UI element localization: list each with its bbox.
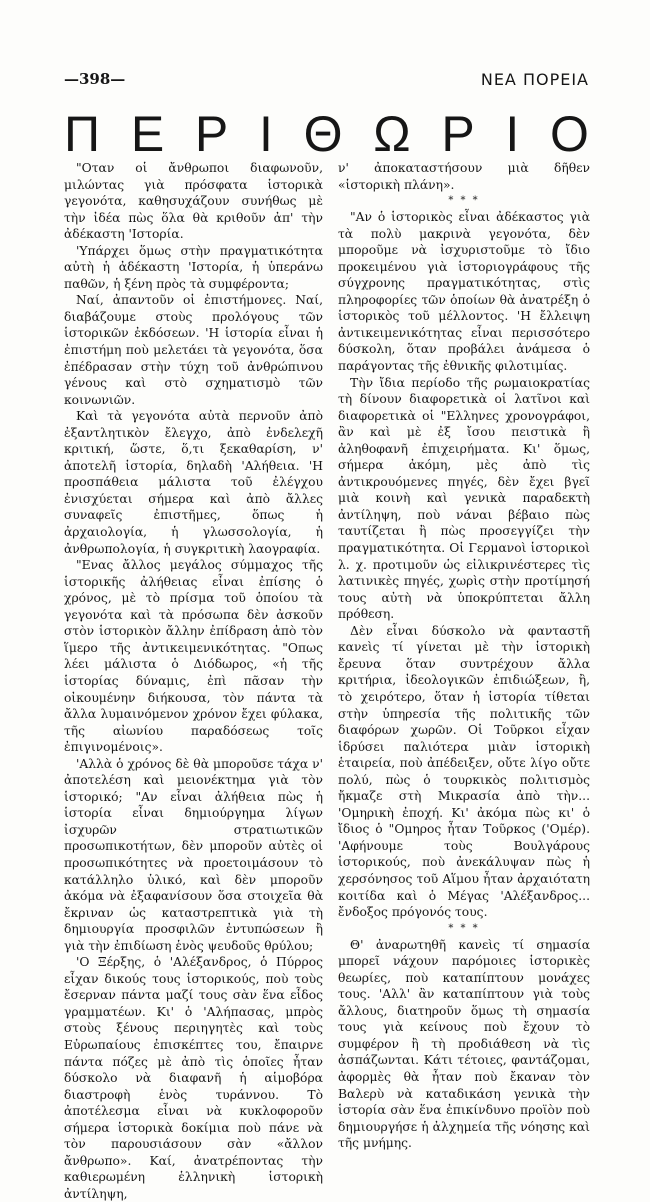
title-letter: Ο <box>550 106 589 162</box>
title-letter: Ρ <box>441 106 475 162</box>
title-letter: Ι <box>505 106 520 162</box>
paragraph: "Οταν οἱ ἄνθρωποι διαφωνοῦν, μιλώντας γιὰ πρόσφατα ἱστορικὰ γεγονότα, καθησυχάζουν συνήθως μὲ τὴν ἰδέα πὼς ὅλα θὰ κριθοῦν ἀπ' τὴν ἀδέκαστη 'Ιστορία. <box>64 161 323 242</box>
page-number: —398— <box>64 70 126 88</box>
title-letter: Θ <box>303 106 343 162</box>
title-letter: Ι <box>258 106 273 162</box>
paragraph: Θ' ἀναρωτηθῆ κανεὶς τί σημασία μπορεῖ νάχουν παρόμοιες ἱστορικὲς θεωρίες, ποὺ καταπίπτουν μονάχες τους. 'Αλλ' ἂν καταπίπτουν γιὰ τοὺς ἄλλους, διατηροῦν ὅμως τὴ σημασία τους γιὰ κείνους ποὺ ἔχουν τὸ συμφέρον ἢ τὴ προδιάθεση νὰ τὶς ἀσπάζωνται. Κάτι τέτοιες, φαντάζομαι, ἀφορμὲς θὰ ἦταν ποὺ ἔκαναν τὸν Βαλερὺ νὰ καταδικάση γενικὰ τὴν ἱστορία σὰν ἕνα ἐπικίνδυνο προϊὸν ποὺ δημιουργήσε ἡ ἀλχημεία τῆς νόησης καὶ τῆς μνήμης. <box>338 937 590 1151</box>
title-letter: Π <box>64 106 101 162</box>
paragraph: Τὴν ἴδια περίοδο τῆς ρωμαιοκρατίας τὴ δίνουν διαφορετικὰ οἱ λατῖνοι καὶ διαφορετικὰ οἱ "Ελληνες χρονογράφοι, ἂν καὶ μὲ ἐξ ἴσου πειστικὰ ἢ ἀληθοφανῆ ἐπιχειρήματα. Κι' ὅμως, σήμερα ἀκόμη, μὲς ἀπὸ τὶς ἀντικρουόμενες πηγές, δὲν ἔχει βγεῖ μιὰ κοινὴ καὶ γενικὰ παραδεκτὴ ἀντίληψη, ποὺ νάναι βέβαιο πὼς ταυτίζεται ἢ πὼς προσεγγίζει τὴν πραγματικότητα. Οἱ Γερμανοὶ ἱστορικοὶ λ. χ. προτιμοῦν ὡς εἰλικρινέστερες τὶς λατινικὲς πηγές, χωρὶς στὴν προτίμησή τους αὐτὴ νὰ ὑποκρύπτεται ἄλλη πρόθεση. <box>338 375 590 622</box>
title-letter: Ρ <box>194 106 229 162</box>
paragraph-continued: ν' ἀποκαταστήσουν μιὰ δῆθεν «ἱστορικὴ πλάνη». <box>338 161 590 192</box>
page-header <box>64 70 589 96</box>
article-title <box>64 106 589 162</box>
paragraph: "Αν ὁ ἱστορικὸς εἶναι ἀδέκαστος γιὰ τὰ πολὺ μακρινὰ γεγονότα, δὲν μποροῦμε νὰ ἰσχυριστοῦμε τὸ ἴδιο προκειμένου γιὰ ἱστοριογράφους τῆς σύγχρονης πραγματικότητας, στὶς πληροφορίες τῶν ὁποίων θὰ ἀνατρέξη ὁ ἱστορικὸς τοῦ μέλλοντος. 'Η ἔλλειψη ἀντικειμενικότητας εἶναι περισσότερο δύσκολη, ὅταν προβάλει ἀνάμεσα ὁ παράγοντας τῆς ἐθνικῆς φιλοτιμίας. <box>338 210 590 374</box>
journal-title: ΝΕΑ ΠΟΡΕΙΑ <box>480 70 589 89</box>
paragraph: "Ενας ἄλλος μεγάλος σύμμαχος τῆς ἱστορικῆς ἀλήθειας εἶναι ἐπίσης ὁ χρόνος, μὲ τὸ πρίσμα τοῦ ὁποίου τὰ γεγονότα καὶ τὰ πρόσωπα δὲν ἀσκοῦν στὸν ἱστορικὸν ἄλλην ἐπίδραση ἀπὸ τὸν ἵμερο τῆς ἀντικειμενικότητας. "Οπως λέει μάλιστα ὁ Διόδωρος, «ἡ τῆς ἱστορίας δύναμις, ἐπὶ πᾶσαν τὴν οἰκουμένην διήκουσα, τὸν πάντα τὰ ἄλλα λυμαινόμενον χρόνον ἔχει φύλακα, τῆς αἰωνίου παραδόσεως τοῖς ἐπιγινομένοις». <box>64 558 323 755</box>
section-separator: * * * <box>448 195 480 207</box>
paragraph: 'Υπάρχει ὅμως στὴν πραγματικότητα αὐτὴ ἡ ἀδέκαστη 'Ιστορία, ἡ ὑπεράνω παθῶν, ἡ ξένη πρὸς τὰ συμφέροντα; <box>64 243 323 291</box>
title-letter: Ω <box>373 106 411 162</box>
paragraph: Καὶ τὰ γεγονότα αὐτὰ περνοῦν ἀπὸ ἐξαντλητικὸν ἔλεγχο, ἀπὸ ἐνδελεχῆ κριτική, ὥστε, ὅ,τι ξεκαθαρίση, ν' ἀποτελῆ ἱστορία, δηλαδὴ 'Αλήθεια. 'Η προσπάθεια μάλιστα τοῦ ἐλέγχου ἐνισχύεται σήμερα καὶ ἀπὸ ἄλλες συναφεῖς ἐπιστῆμες, ὅπως ἡ ἀρχαιολογία, ἡ γλωσσολογία, ἡ ἀνθρωπολογία, ἡ συγκριτικὴ λαογραφία. <box>64 409 323 556</box>
paragraph: Ναί, ἀπαντοῦν οἱ ἐπιστήμονες. Ναί, διαβάζουμε στοὺς προλόγους τῶν ἱστορικῶν ἐκδόσεων. 'Η ἱστορία εἶναι ἡ ἐπιστήμη ποὺ μελετάει τὰ γεγονότα, ὅσα ἐπέδρασαν στὴν τύχη τοῦ ἀνθρώπινου γένους καὶ στὸ σχηματισμὸ τῶν κοινωνιῶν. <box>64 293 323 407</box>
right-column <box>338 160 590 1152</box>
section-separator: * * * <box>448 922 480 934</box>
paragraph: Δὲν εἶναι δύσκολο νὰ φανταστῆ κανεὶς τί γίνεται μὲ τὴν ἱστορικὴ ἔρευνα ὅταν συντρέχουν ἄλλα κριτήρια, ἰδεολογικῶν ἐπιδιώξεων, ἢ, τὸ χειρότερο, ὅταν ἡ ἱστορία τίθεται στὴν ὑπηρεσία τῆς πολιτικῆς τῶν διαφόρων χωρῶν. Οἱ Τοῦρκοι εἶχαν ἱδρύσει παλιότερα μιὰν ἱστορικὴ ἑταιρεία, ποὺ ἀπέδειξεν, οὔτε λίγο οὔτε πολύ, πὼς ὁ τουρκικὸς πολιτισμὸς ἤκμαζε στὴ Μικρασία ἀπὸ τὴν... 'Ομηρικὴ ἐποχή. Κι' ἀκόμα πὼς κι' ὁ ἴδιος ὁ "Ομηρος ἦταν Τοῦρκος ('Ομέρ). 'Αφήνουμε τοὺς Βουλγάρους ἱστορικούς, ποὺ ἀνεκάλυψαν πὼς ἡ χερσόνησος τοῦ Αἵμου ἦταν ἀρχαιότατη κοιτίδα καὶ ὁ Μέγας 'Αλέξανδρος... ἔνδοξος πρόγονός τους. <box>338 623 590 920</box>
paragraph: 'Αλλὰ ὁ χρόνος δὲ θὰ μποροῦσε τάχα ν' ἀποτελέση καὶ μειονέκτημα γιὰ τὸν ἱστορικό; "Αν εἶναι ἀλήθεια πὼς ἡ ἱστορία εἶναι δημιούργημα λίγων ἰσχυρῶν στρατιωτικῶν προσωπικοτήτων, δὲν μποροῦν αὐτὲς οἱ προσωπικότητες νὰ προετοιμάσουν τὸ κατάλληλο ὑλικό, καὶ δὲν μποροῦν ἀκόμα νὰ ἐξαφανίσουν ὅσα στοιχεῖα θὰ ἔκριναν ὡς καταστρεπτικὰ γιὰ τὴ δημιουργία προσφιλῶν ἐντυπώσεων ἢ γιὰ τὴν ἐπιδίωση ἑνὸς ψευδοῦς θρύλου; <box>64 756 323 953</box>
left-column <box>64 160 323 1202</box>
title-letter: Ε <box>130 106 165 162</box>
paragraph: 'Ο Ξέρξης, ὁ 'Αλέξανδρος, ὁ Πύρρος εἶχαν δικούς τους ἱστορικούς, ποὺ τοὺς ἔσερναν πάντα μαζί τους σὰν ἕνα εἶδος γραμματέων. Κι' ὁ 'Αλήπασας, μπρὸς στοὺς ξένους περιηγητὲς καὶ τοὺς Εὐρωπαίους ἐπισκέπτες του, ἔπαιρνε πάντα πόζες μὲ ἀπὸ τὶς ὁποῖες ἦταν δύσκολο νὰ διαφανῆ ἡ αἱμοβόρα διαστροφὴ ἑνὸς τυράννου. Τὸ ἀποτέλεσμα εἶναι νὰ κυκλοφοροῦν σήμερα ἱστορικὰ δοκίμια ποὺ πάνε νὰ τὸν παρουσιάσουν σὰν «ἄλλον ἄνθρωπο». Καί, ἀνατρέποντας τὴν καθιερωμένη ἑλληνικὴ ἱστορικὴ ἀντίληψη, <box>64 955 323 1201</box>
